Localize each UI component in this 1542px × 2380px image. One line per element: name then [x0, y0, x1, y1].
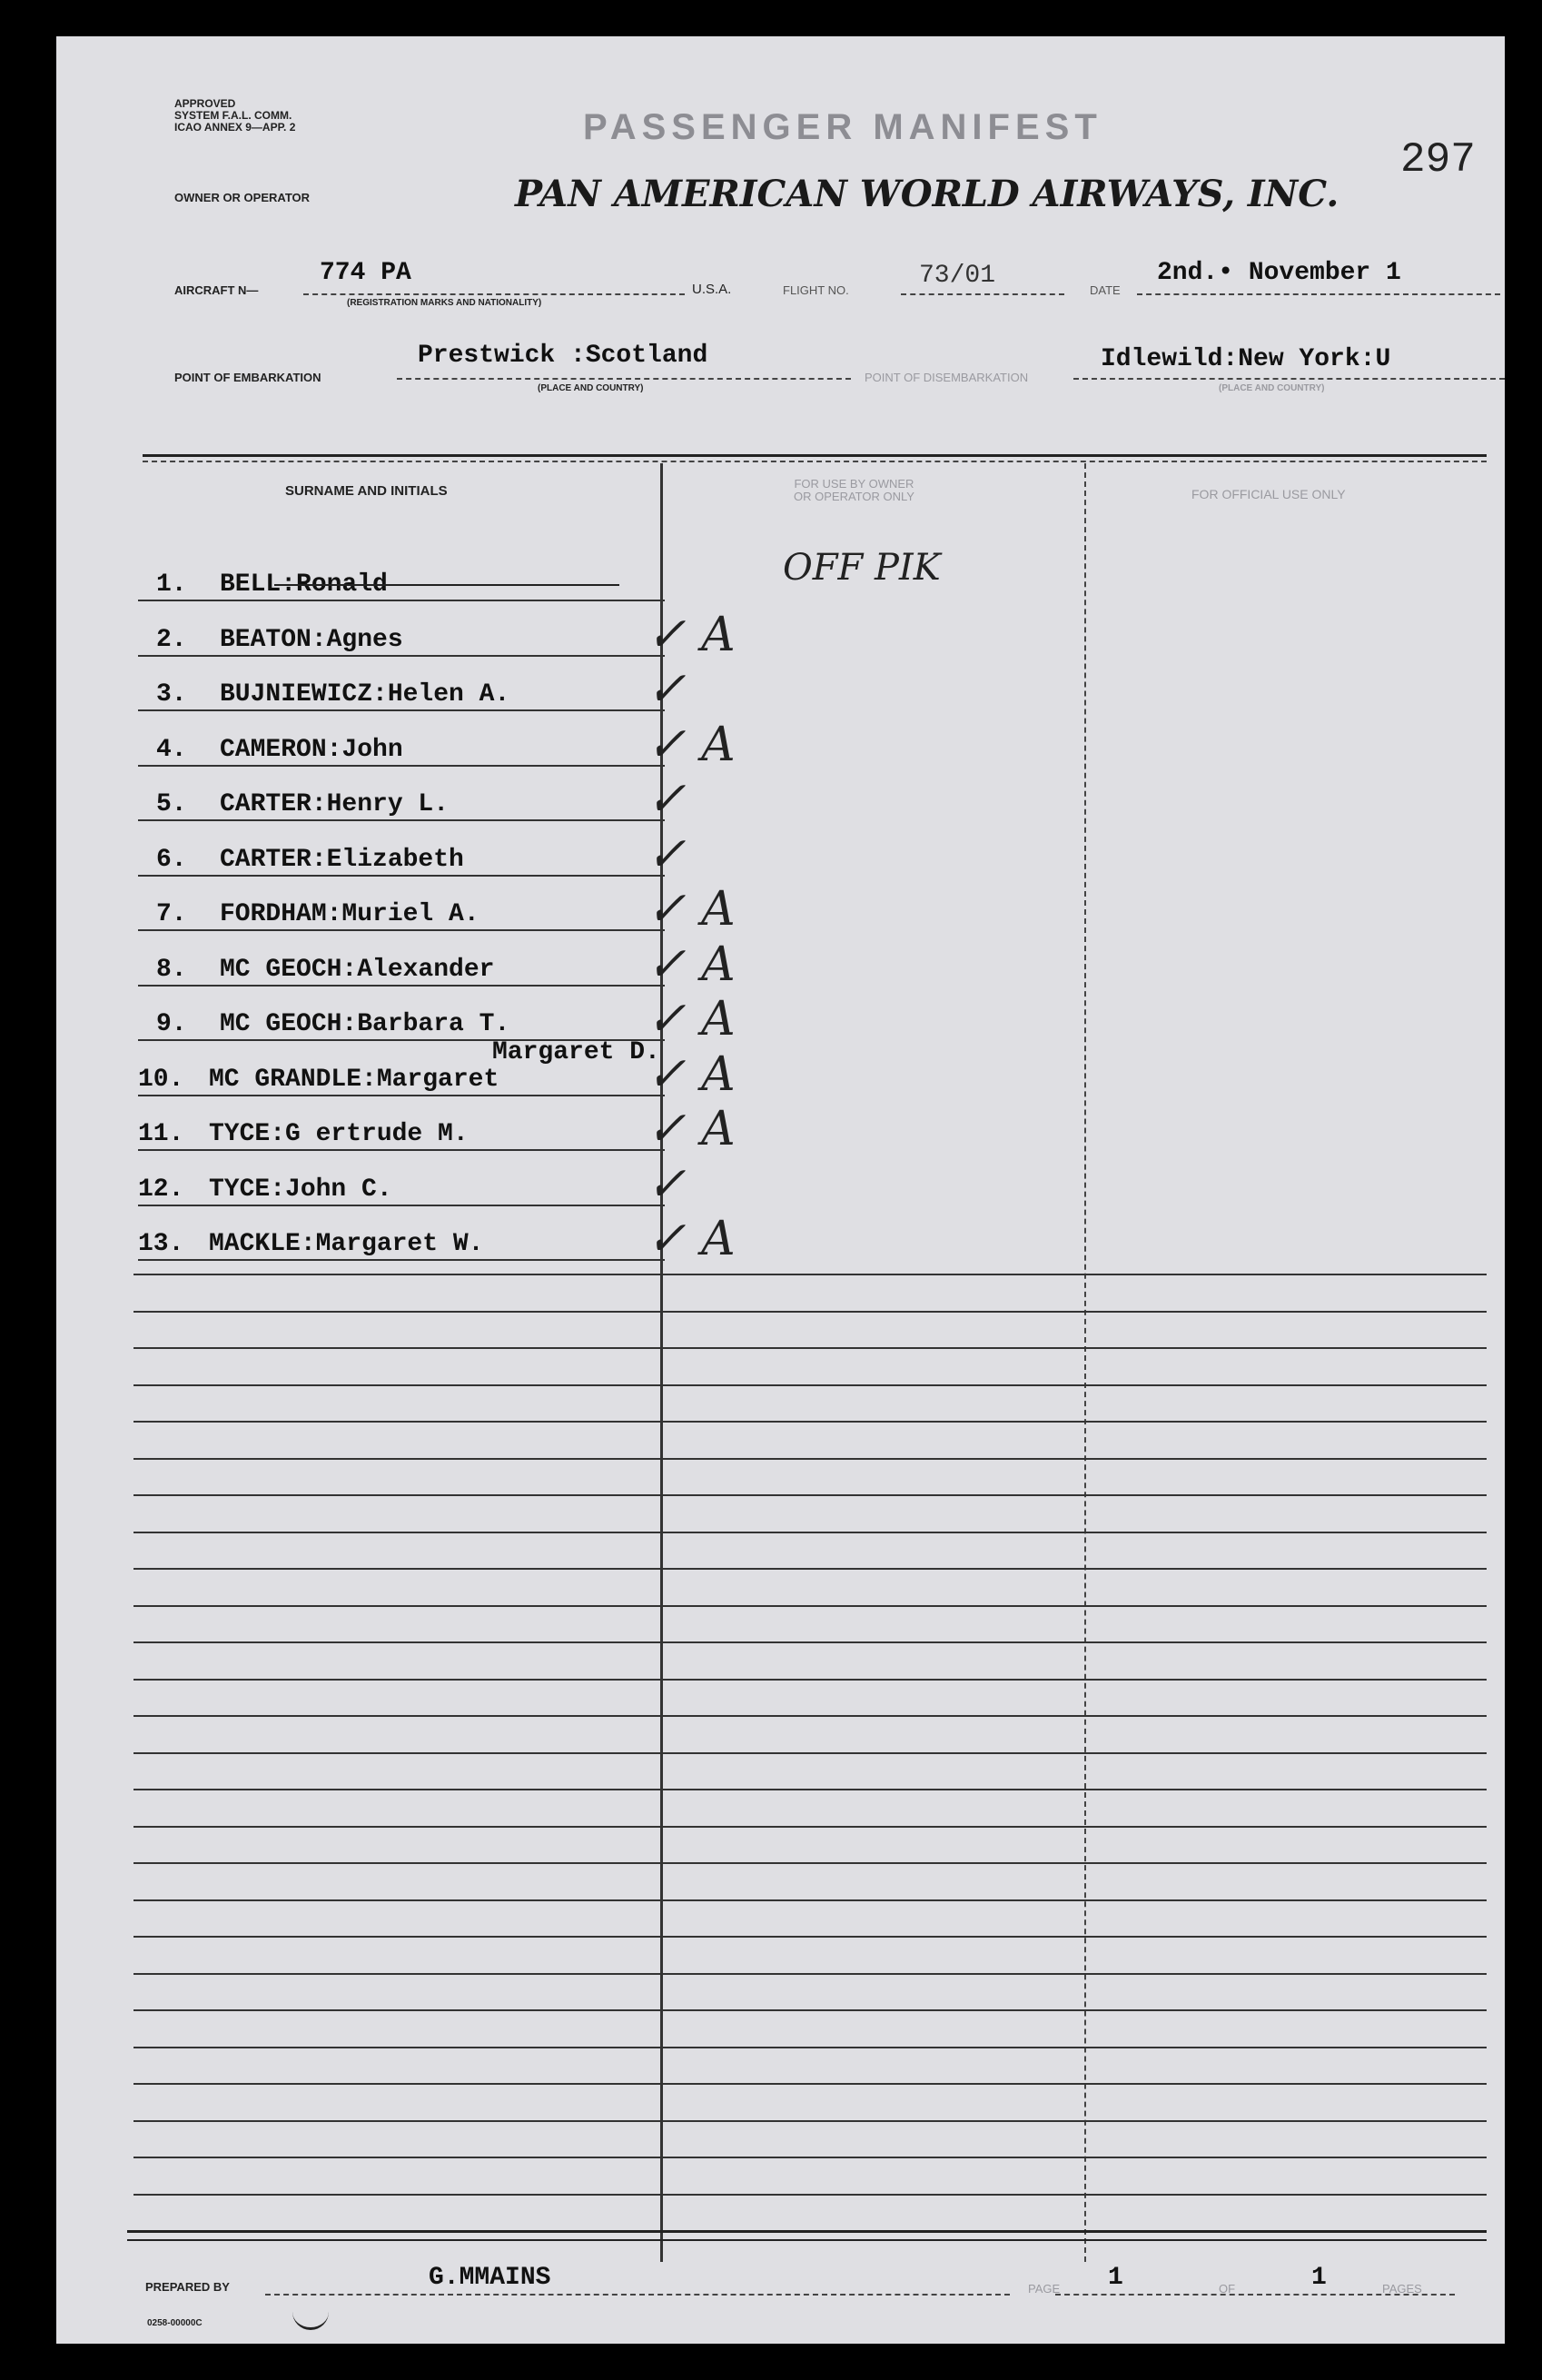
- blank-row-rule: [133, 1715, 1487, 1717]
- passenger-name: CAMERON:John: [220, 736, 403, 764]
- table-bottom-rule: [127, 2230, 1487, 2233]
- date-underline: [1137, 293, 1500, 295]
- blank-row-rule: [133, 1605, 1487, 1607]
- blank-row-rule: [133, 2157, 1487, 2158]
- blank-row-rule: [133, 2194, 1487, 2196]
- column-header-official: FOR OFFICIAL USE ONLY: [1191, 487, 1346, 501]
- blank-row-rule: [133, 1679, 1487, 1681]
- embarkation-value: Prestwick :Scotland: [418, 342, 708, 370]
- passenger-name: MC GEOCH:Barbara T.: [220, 1010, 510, 1038]
- check-mark: ✓ A: [647, 1047, 736, 1102]
- of-label: OF: [1219, 2282, 1236, 2296]
- check-mark: ✓: [647, 1157, 687, 1212]
- union-label-icon: [292, 2307, 329, 2330]
- approval-block: [174, 98, 295, 134]
- flight-underline: [901, 293, 1064, 295]
- passenger-name: BEATON:Agnes: [220, 626, 403, 654]
- passenger-name: BELL:Ronald: [220, 570, 388, 599]
- row-rule: [138, 709, 665, 711]
- row-rule: [138, 1095, 665, 1096]
- row-rule: [138, 765, 665, 767]
- blank-row-rule: [133, 1274, 1487, 1275]
- prepared-label: PREPARED BY: [145, 2280, 230, 2294]
- check-mark: ✓ A: [647, 992, 736, 1046]
- strikethrough-line: [274, 584, 619, 586]
- approval-line: APPROVED: [174, 97, 236, 110]
- passenger-number: 9.: [156, 1010, 187, 1038]
- column-divider-2: [1084, 463, 1086, 2262]
- passenger-number: 3.: [156, 680, 187, 709]
- blank-row-rule: [133, 1494, 1487, 1496]
- row-rule: [138, 600, 665, 601]
- table-top-rule-2: [143, 461, 1487, 462]
- blank-row-rule: [133, 2120, 1487, 2122]
- blank-row-rule: [133, 2047, 1487, 2048]
- check-mark: ✓ A: [647, 718, 736, 772]
- check-mark: ✓: [647, 828, 687, 882]
- disembarkation-caption: (PLACE AND COUNTRY): [1219, 383, 1325, 393]
- name-correction: Margaret D.: [492, 1038, 660, 1066]
- blank-row-rule: [133, 1899, 1487, 1901]
- check-mark: ✓ A: [647, 1102, 736, 1156]
- flight-value: 73/01: [919, 262, 996, 290]
- check-mark: ✓ A: [647, 608, 736, 662]
- check-mark: ✓ A: [647, 882, 736, 937]
- of-value: 1: [1311, 2264, 1327, 2292]
- column-header-names: SURNAME AND INITIALS: [285, 483, 448, 499]
- embarkation-caption: (PLACE AND COUNTRY): [538, 383, 644, 393]
- blank-row-rule: [133, 2083, 1487, 2085]
- table-bottom-rule-2: [127, 2239, 1487, 2241]
- disembarkation-underline: [1073, 378, 1505, 380]
- pages-label: PAGES: [1382, 2282, 1422, 2296]
- check-mark: ✓: [647, 772, 687, 827]
- page-underline: [1055, 2294, 1455, 2296]
- blank-row-rule: [133, 2009, 1487, 2011]
- owner-use-line: FOR USE BY OWNER: [794, 477, 914, 491]
- blank-row-rule: [133, 1973, 1487, 1975]
- passenger-number: 2.: [156, 626, 187, 654]
- aircraft-caption: (REGISTRATION MARKS AND NATIONALITY): [347, 298, 542, 308]
- passenger-number: 13.: [138, 1230, 184, 1258]
- blank-row-rule: [133, 1532, 1487, 1533]
- prepared-underline: [265, 2294, 1010, 2296]
- row-rule: [138, 929, 665, 931]
- passenger-name: TYCE:G ertrude M.: [209, 1120, 469, 1148]
- passenger-number: 1.: [156, 570, 187, 599]
- check-mark: ✓: [647, 662, 687, 717]
- blank-row-rule: [133, 1568, 1487, 1570]
- row-rule: [138, 875, 665, 877]
- check-mark: ✓ A: [647, 1212, 736, 1266]
- form-code: 0258-00000C: [147, 2318, 203, 2328]
- approval-line: SYSTEM F.A.L. COMM.: [174, 109, 292, 122]
- owner-use-line: OR OPERATOR ONLY: [794, 490, 914, 503]
- page-stamp: 297: [1400, 136, 1476, 183]
- blank-row-rule: [133, 1752, 1487, 1754]
- passenger-number: 7.: [156, 900, 187, 928]
- passenger-name: TYCE:John C.: [209, 1175, 392, 1204]
- blank-row-rule: [133, 1421, 1487, 1423]
- manifest-sheet: [56, 36, 1505, 2344]
- passenger-number: 12.: [138, 1175, 184, 1204]
- row-rule: [138, 1259, 665, 1261]
- aircraft-value: 774 PA: [320, 259, 411, 287]
- passenger-name: MACKLE:Margaret W.: [209, 1230, 484, 1258]
- date-label: DATE: [1090, 283, 1121, 297]
- blank-row-rule: [133, 1311, 1487, 1313]
- passenger-number: 6.: [156, 846, 187, 874]
- passenger-name: BUJNIEWICZ:Helen A.: [220, 680, 510, 709]
- blank-row-rule: [133, 1458, 1487, 1460]
- page-value: 1: [1108, 2264, 1123, 2292]
- passenger-name: CARTER:Henry L.: [220, 790, 450, 818]
- flight-label: FLIGHT NO.: [783, 283, 849, 297]
- blank-row-rule: [133, 1347, 1487, 1349]
- date-value: 2nd.• November 1: [1157, 259, 1401, 287]
- blank-row-rule: [133, 1826, 1487, 1828]
- column-header-owner: [794, 478, 914, 503]
- check-mark: OFF PIK: [783, 547, 941, 589]
- blank-row-rule: [133, 1789, 1487, 1790]
- passenger-name: MC GRANDLE:Margaret: [209, 1066, 499, 1094]
- passenger-name: MC GEOCH:Alexander: [220, 956, 495, 984]
- passenger-number: 10.: [138, 1066, 184, 1094]
- passenger-name: FORDHAM:Muriel A.: [220, 900, 479, 928]
- passenger-number: 4.: [156, 736, 187, 764]
- approval-line: ICAO ANNEX 9—APP. 2: [174, 121, 296, 134]
- embarkation-underline: [397, 378, 851, 380]
- row-rule: [138, 985, 665, 987]
- row-rule: [138, 819, 665, 821]
- table-top-rule: [143, 454, 1487, 457]
- blank-row-rule: [133, 1384, 1487, 1386]
- disembarkation-label: POINT OF DISEMBARKATION: [865, 371, 1029, 384]
- check-mark: ✓ A: [647, 937, 736, 992]
- row-rule: [138, 655, 665, 657]
- passenger-number: 11.: [138, 1120, 184, 1148]
- blank-row-rule: [133, 1936, 1487, 1938]
- usa-label: U.S.A.: [692, 282, 732, 297]
- blank-row-rule: [133, 1862, 1487, 1864]
- passenger-number: 5.: [156, 790, 187, 818]
- page-label: PAGE: [1028, 2282, 1061, 2296]
- row-rule: [138, 1149, 665, 1151]
- blank-row-rule: [133, 1641, 1487, 1643]
- embarkation-label: POINT OF EMBARKATION: [174, 371, 321, 384]
- owner-label: OWNER OR OPERATOR: [174, 191, 311, 204]
- disembarkation-value: Idlewild:New York:U: [1101, 345, 1391, 373]
- aircraft-underline: [303, 293, 685, 295]
- prepared-value: G.MMAINS: [429, 2264, 551, 2292]
- row-rule: [138, 1205, 665, 1206]
- aircraft-label: AIRCRAFT N—: [174, 283, 259, 297]
- passenger-number: 8.: [156, 956, 187, 984]
- form-title: PASSENGER MANIFEST: [583, 107, 1102, 147]
- owner-value: PAN AMERICAN WORLD AIRWAYS, INC.: [515, 173, 1339, 215]
- passenger-name: CARTER:Elizabeth: [220, 846, 464, 874]
